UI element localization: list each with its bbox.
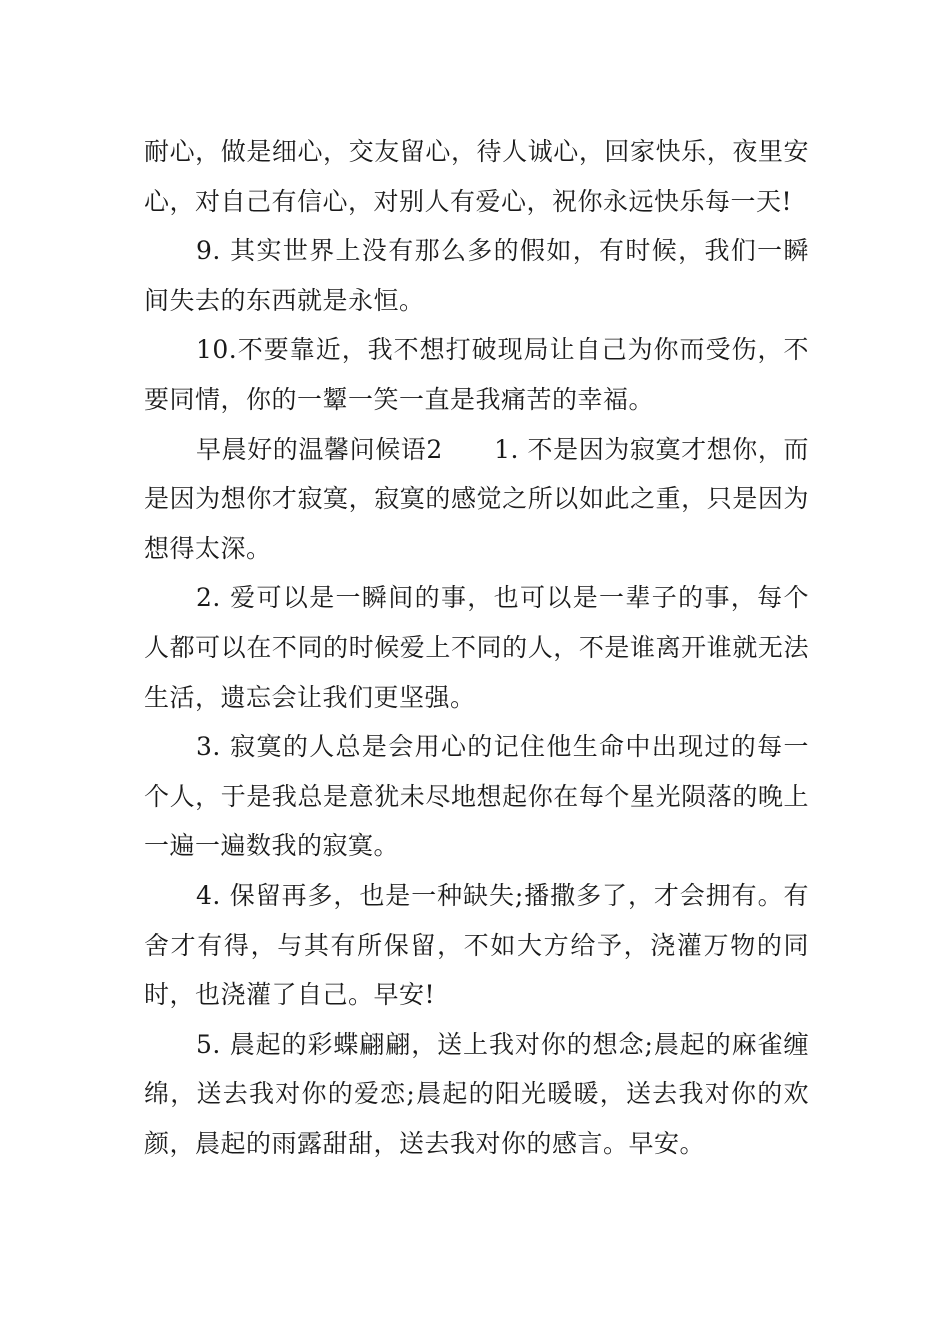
paragraph-item-9: 9. 其实世界上没有那么多的假如，有时候，我们一瞬间失去的东西就是永恒。: [144, 236, 809, 315]
paragraph-item-5: 5. 晨起的彩蝶翩翩，送上我对你的想念;晨起的麻雀缠绵，送去我对你的爱恋;晨起的阳光暖暖，送去我对你的欢颜，晨起的雨露甜甜，送去我对你的感言。早安。: [144, 1029, 809, 1158]
paragraph-item-4: 4. 保留再多，也是一种缺失;播撒多了，才会拥有。有舍才有得，与其有所保留，不如大方给予，浇灌万物的同时，也浇灌了自己。早安!: [144, 880, 809, 1010]
paragraph-item-3: 3. 寂寞的人总是会用心的记住他生命中出现过的每一个人，于是我总是意犹未尽地想起你在每个星光陨落的晚上一遍一遍数我的寂寞。: [144, 732, 809, 861]
paragraph-item-10: 10.不要靠近，我不想打破现局让自己为你而受伤，不要同情，你的一颦一笑一直是我痛苦的幸福。: [144, 335, 809, 414]
paragraph-section-2-item-1: 早晨好的温馨问候语2 1. 不是因为寂寞才想你，而是因为想你才寂寞，寂寞的感觉之所以如此之重，只是因为想得太深。: [144, 434, 809, 563]
paragraph-item-2: 2. 爱可以是一瞬间的事，也可以是一辈子的事，每个人都可以在不同的时候爱上不同的人，不是谁离开谁就无法生活，遗忘会让我们更坚强。: [144, 583, 809, 712]
document-body: [144, 127, 809, 1168]
paragraph-continuation: 耐心，做是细心，交友留心，待人诚心，回家快乐，夜里安心，对自己有信心，对别人有爱心，祝你永远快乐每一天!: [144, 137, 809, 216]
